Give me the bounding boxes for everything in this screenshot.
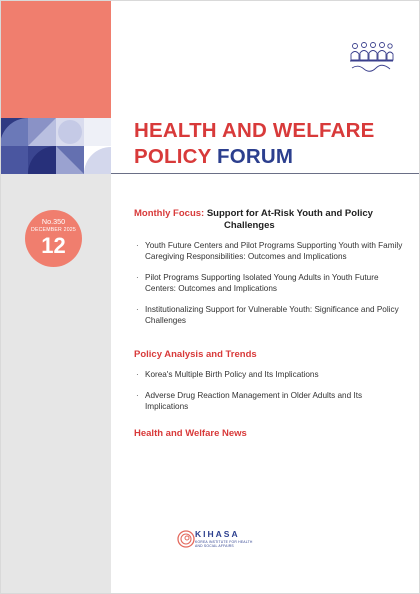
title-divider [111, 173, 420, 174]
list-item[interactable]: · Adverse Drug Reaction Management in Older Adults and Its Implications [136, 391, 363, 411]
news-heading[interactable]: Health and Welfare News [134, 428, 247, 439]
policy-analysis-heading: Policy Analysis and Trends [134, 349, 257, 360]
salmon-block [0, 0, 111, 118]
monthly-focus-heading [134, 208, 404, 220]
issue-badge [25, 210, 82, 267]
publisher-subtitle: KOREA INSTITUTE FOR HEALTH AND SOCIAL AFFAIRS [195, 540, 253, 548]
policy-analysis-list [134, 369, 404, 422]
monthly-focus-label: Monthly Focus: [134, 208, 205, 219]
issue-month: 12 [41, 233, 66, 258]
monthly-focus-title-line-1: Support for At-Risk Youth and Policy [206, 208, 373, 219]
monthly-focus-title-line-2: Challenges [224, 220, 275, 231]
title-line-1: HEALTH AND WELFARE [134, 119, 375, 142]
title-line-2-part-1: POLICY [134, 145, 218, 168]
list-item[interactable]: · Korea's Multiple Birth Policy and Its Implications [136, 370, 319, 379]
list-item[interactable]: · Youth Future Centers and Pilot Programs Supporting Youth with Family Caregiving Responsibilities: Outcomes and Implications [136, 241, 403, 261]
title-line-2-part-2: FORUM [217, 145, 294, 168]
monthly-focus-list [134, 240, 404, 336]
masthead-title [134, 118, 414, 170]
people-group-logo-icon [348, 40, 394, 74]
publisher-name: KIHASA [195, 529, 240, 539]
list-item[interactable]: · Pilot Programs Supporting Isolated Young Adults in Youth Future Centers: Outcomes and Implications [136, 273, 379, 293]
geometric-pattern-icon [0, 118, 111, 174]
list-item[interactable]: · Institutionalizing Support for Vulnerable Youth: Significance and Policy Challenges [136, 305, 399, 325]
issue-number: No.350 [41, 217, 66, 226]
issue-date: DECEMBER 2025 [31, 227, 76, 233]
